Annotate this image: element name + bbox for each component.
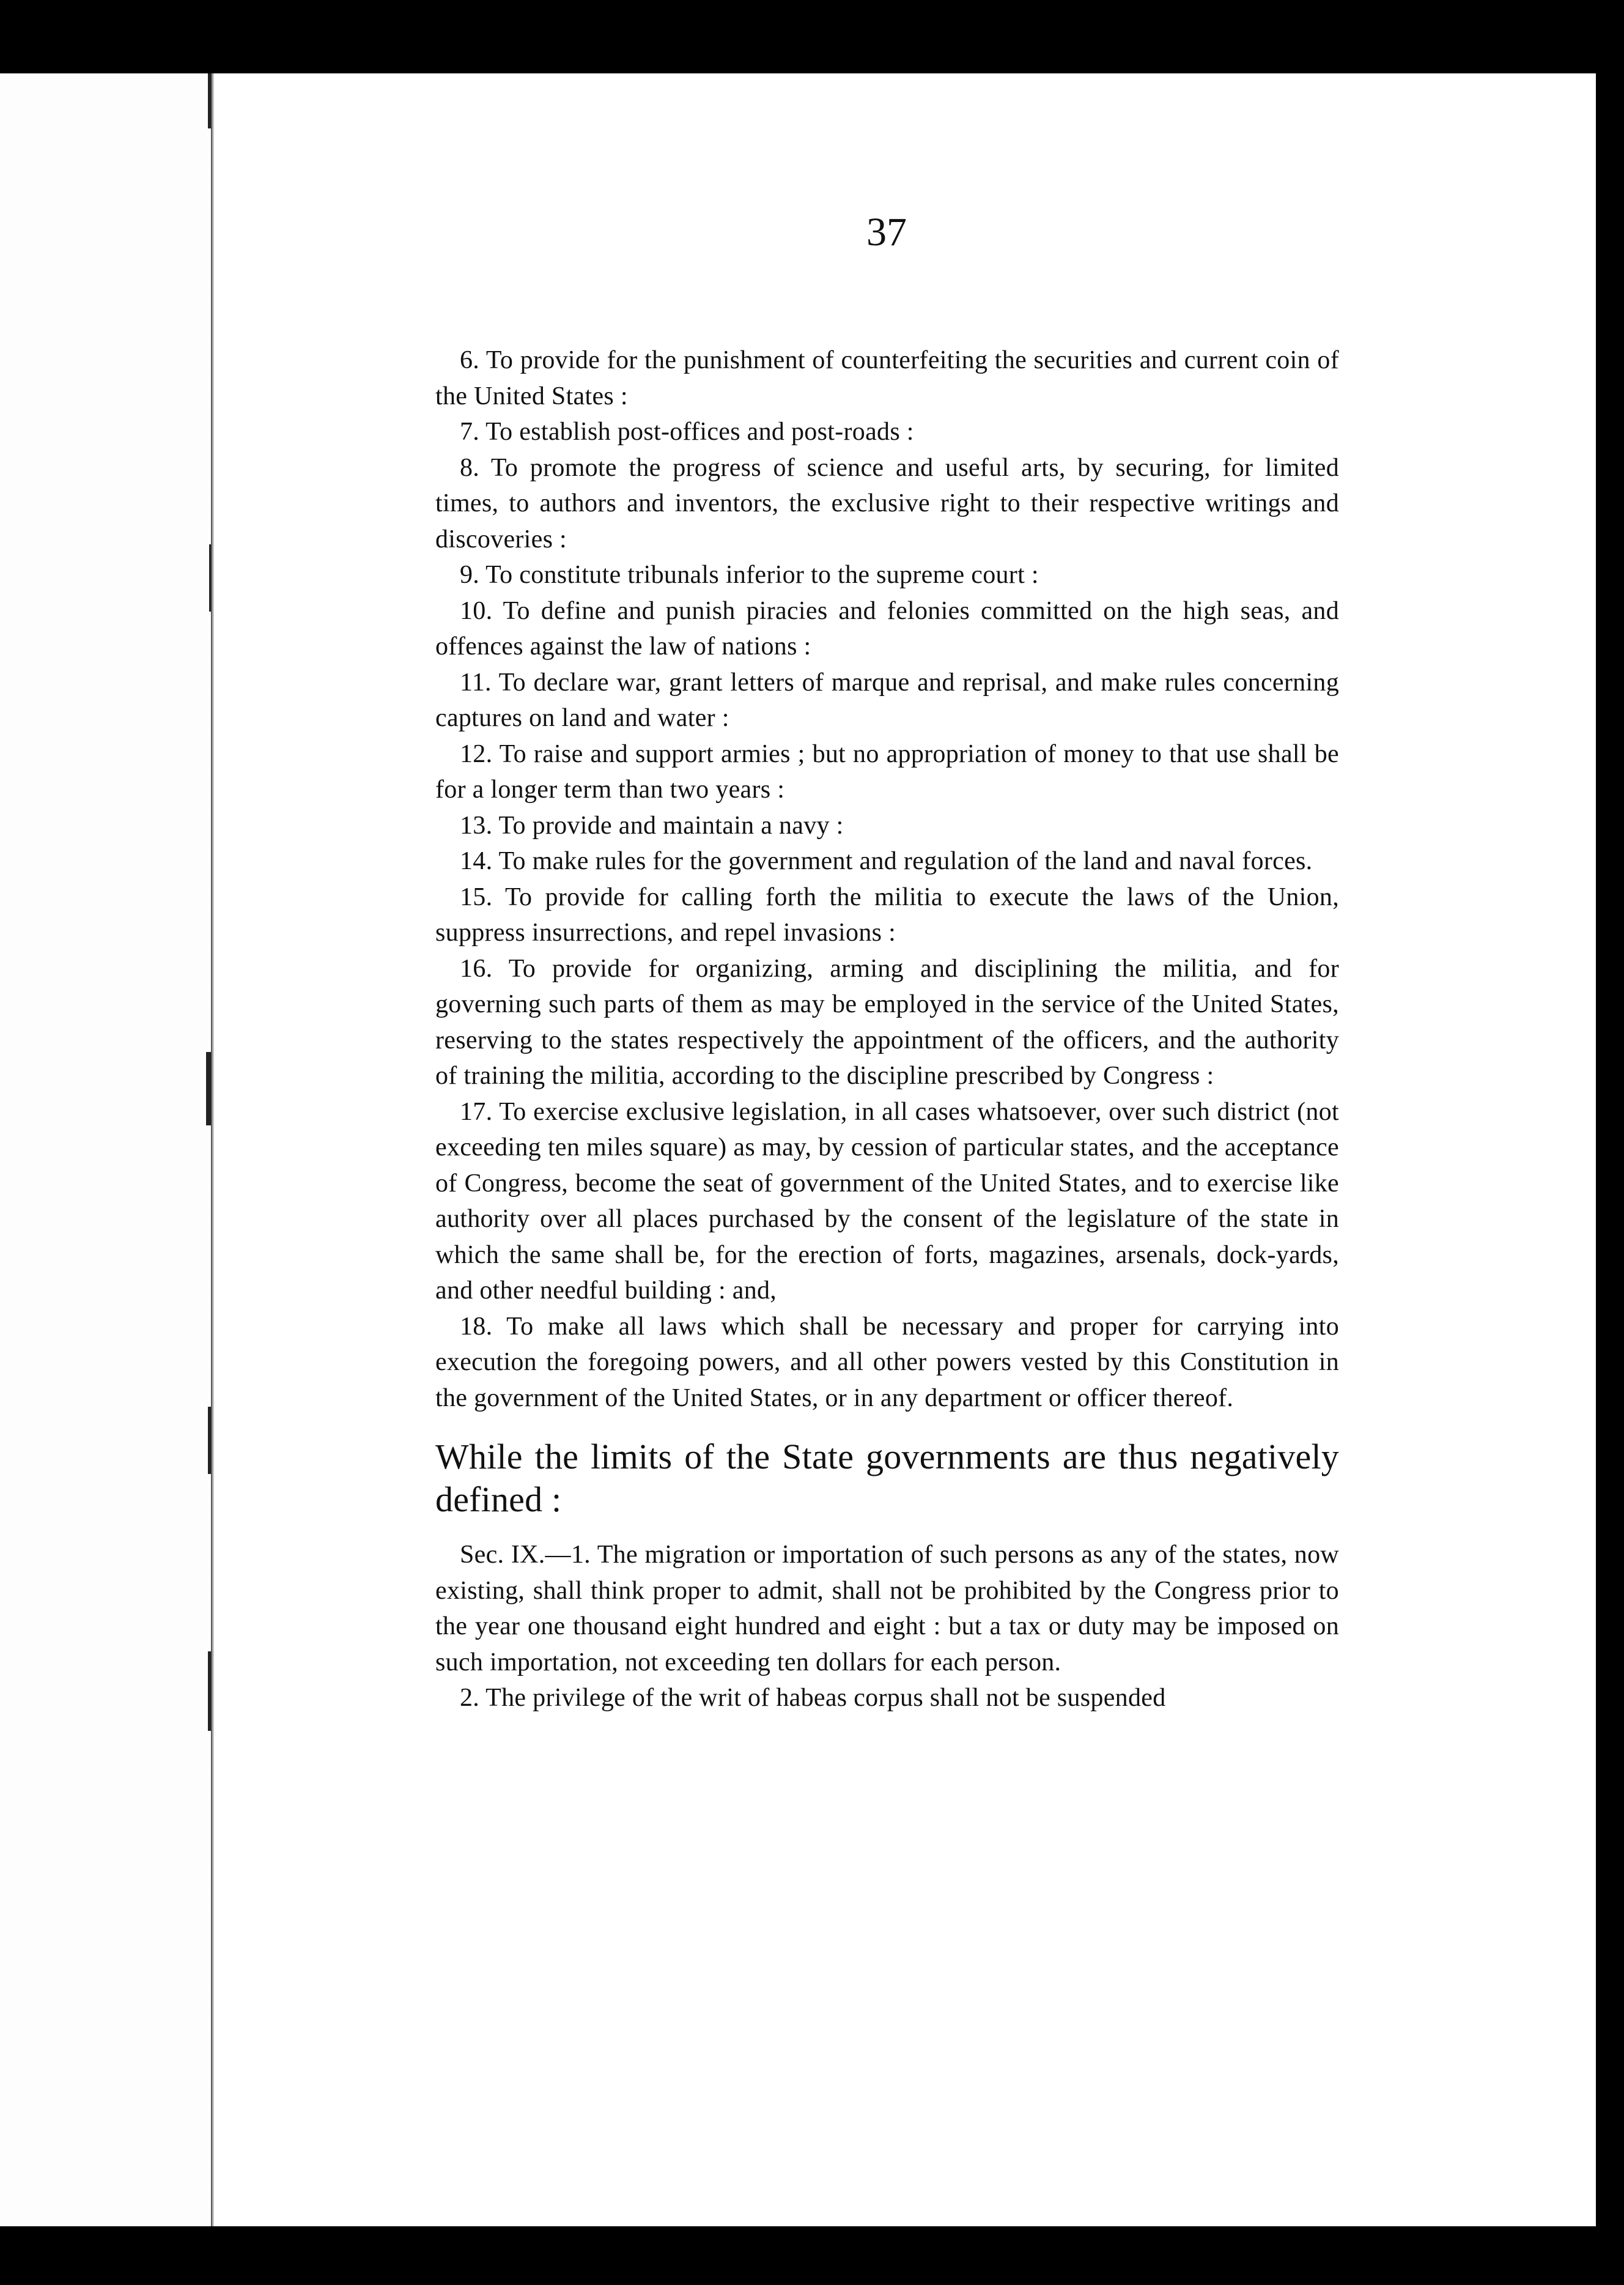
section-heading: While the limits of the State governments are thus negatively defined : [435,1437,1339,1519]
clause-7: 7. To establish post-offices and post-roads : [460,418,914,446]
clause-18: 18. To make all laws which shall be necessary and proper for carrying into execution the foregoing powers, and all other powers vested by this Constitution in the government of the United States, or in any department or officer thereof. [435,1312,1339,1412]
clause-12: 12. To raise and support armies ; but no appropriation of money to that use shall be for a longer term than two years : [435,739,1339,804]
adjacent-page-strip [0,73,211,2226]
adjacent-page-mark [206,1052,211,1125]
page-number: 37 [866,210,907,254]
clause-10: 10. To define and punish piracies and felonies committed on the high seas, and offences against the law of nations : [435,596,1339,661]
clause-17: 17. To exercise exclusive legislation, in all cases whatsoever, over such district (not exceeding ten miles square) as may, by cession of particular states, and the acceptance of Congress, become the seat of government of the United States, and to exercise like authority over all places purchased by the consent of the legislature of the state in which the same shall be, for the erection of forts, magazines, arsenals, dock-yards, and other needful building : and, [435,1097,1339,1305]
section-9-clause-2: 2. The privilege of the writ of habeas corpus shall not be suspended [460,1684,1166,1712]
clause-15: 15. To provide for calling forth the militia to execute the laws of the Union, suppress insurrections, and repel invasions : [435,883,1339,947]
clause-11: 11. To declare war, grant letters of marque and reprisal, and make rules concerning captures on land and water : [435,668,1339,732]
clause-6: 6. To provide for the punishment of counterfeiting the securities and current coin of the United States : [435,346,1339,410]
clause-14: 14. To make rules for the government and regulation of the land and naval forces. [460,847,1313,875]
section-9-clause-1: Sec. IX.—1. The migration or importation of such persons as any of the states, now existing, shall think proper to admit, shall not be prohibited by the Congress prior to the year one thousand eight hundred and eight : but a tax or duty may be imposed on such importation, not exceeding ten dollars for each person. [435,1541,1339,1676]
clause-8: 8. To promote the progress of science and useful arts, by securing, for limited times, to authors and inventors, the exclusive right to their respective writings and discoveries : [435,453,1339,554]
clause-16: 16. To provide for organizing, arming and disciplining the militia, and for governing such parts of them as may be employed in the service of the United States, reserving to the states respectively the appointment of the officers, and the authority of training the militia, according to the discipline prescribed by Congress : [435,954,1339,1090]
clause-9: 9. To constitute tribunals inferior to the supreme court : [460,561,1039,589]
clause-13: 13. To provide and maintain a navy : [460,811,844,840]
page-body [435,343,1339,1716]
